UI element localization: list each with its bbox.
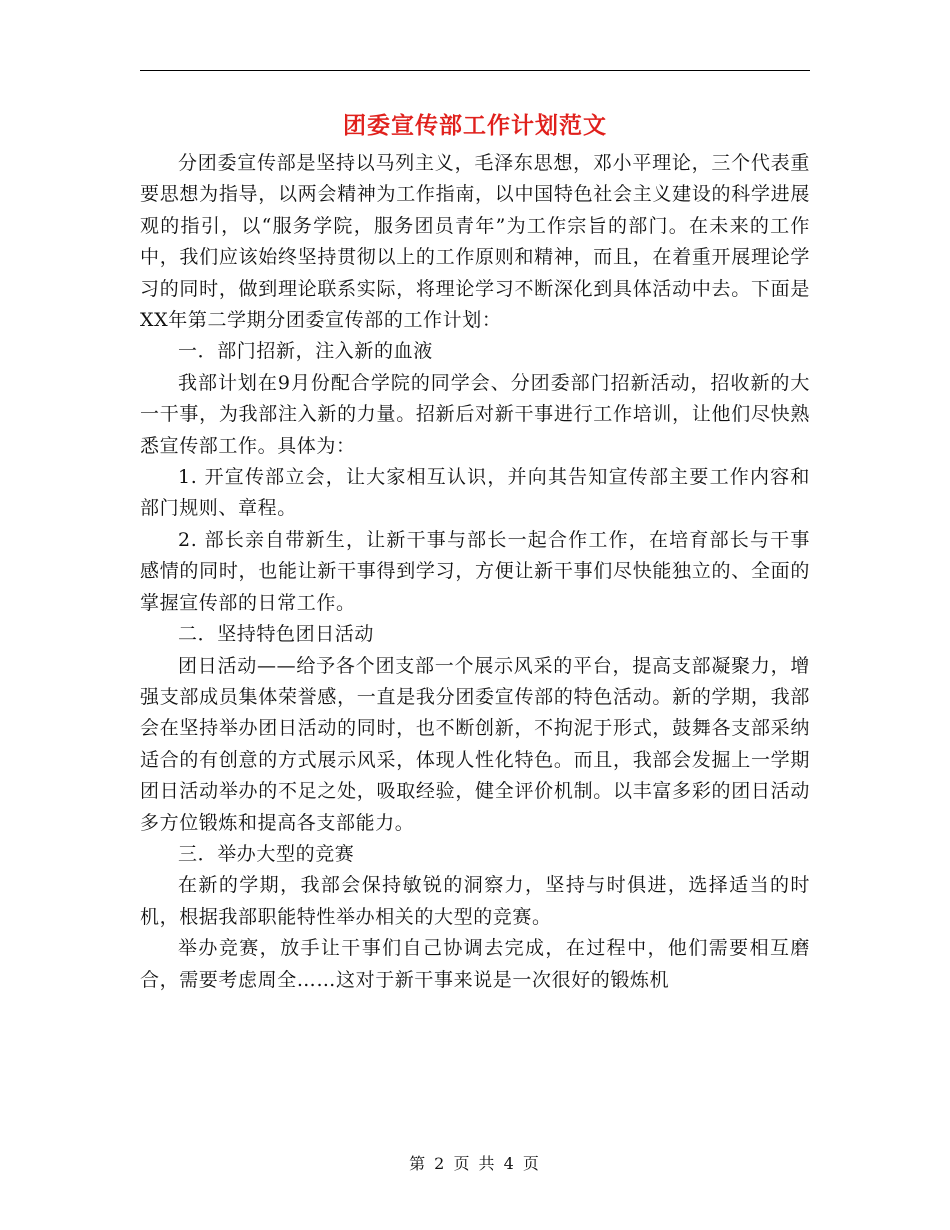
section-heading-2: 二．坚持特色团日活动 [178, 623, 375, 646]
section-heading-3: 三．举办大型的竞赛 [178, 842, 355, 865]
paragraph-intro: 分团委宣传部是坚持以马列主义，毛泽东思想，邓小平理论，三个代表重要思想为指导，以两会精神为工作指南，以中国特色社会主义建设的科学进展观的指引，以“服务学院，服务团员青年”为工作宗旨的部门。在未来的工作中，我们应该始终坚持贯彻以上的工作原则和精神，而且，在着重开展理论学习的同时，做到理论联系实际，将理论学习不断深化到具体活动中去。下面是XX年第二学期分团委宣传部的工作计划： [140, 152, 810, 332]
document-body [140, 148, 810, 996]
paragraph: 在新的学期，我部会保持敏锐的洞察力，坚持与时俱进，选择适当的时机，根据我部职能特性举办相关的大型的竞赛。 [140, 874, 810, 928]
header-rule [140, 70, 810, 71]
document-title: 团委宣传部工作计划范文 [343, 112, 607, 139]
list-item-2: 2. 部长亲自带新生，让新干事与部长一起合作工作，在培育部长与干事感情的同时，也能让新干事得到学习，方便让新干事们尽快能独立的、全面的掌握宣传部的日常工作。 [140, 528, 810, 614]
list-item-1: 1. 开宣传部立会，让大家相互认识，并向其告知宣传部主要工作内容和部门规则、章程。 [140, 466, 810, 520]
section-heading-1: 一．部门招新，注入新的血液 [178, 340, 433, 363]
page-footer: 第 2 页 共 4 页 [409, 1154, 541, 1173]
paragraph: 团日活动——给予各个团支部一个展示风采的平台，提高支部凝聚力，增强支部成员集体荣誉感，一直是我分团委宣传部的特色活动。新的学期，我部会在坚持举办团日活动的同时，也不断创新，不拘泥于形式，鼓舞各支部采纳适合的有创意的方式展示风采，体现人性化特色。而且，我部会发掘上一学期团日活动举办的不足之处，吸取经验，健全评价机制。以丰富多彩的团日活动多方位锻炼和提高各支部能力。 [140, 654, 810, 834]
document-page [140, 0, 810, 1230]
paragraph: 举办竞赛，放手让干事们自己协调去完成，在过程中，他们需要相互磨合，需要考虑周全……这对于新干事来说是一次很好的锻炼机 [140, 937, 810, 991]
paragraph: 我部计划在9月份配合学院的同学会、分团委部门招新活动，招收新的大一干事，为我部注入新的力量。招新后对新干事进行工作培训，让他们尽快熟悉宣传部工作。具体为： [140, 371, 810, 457]
